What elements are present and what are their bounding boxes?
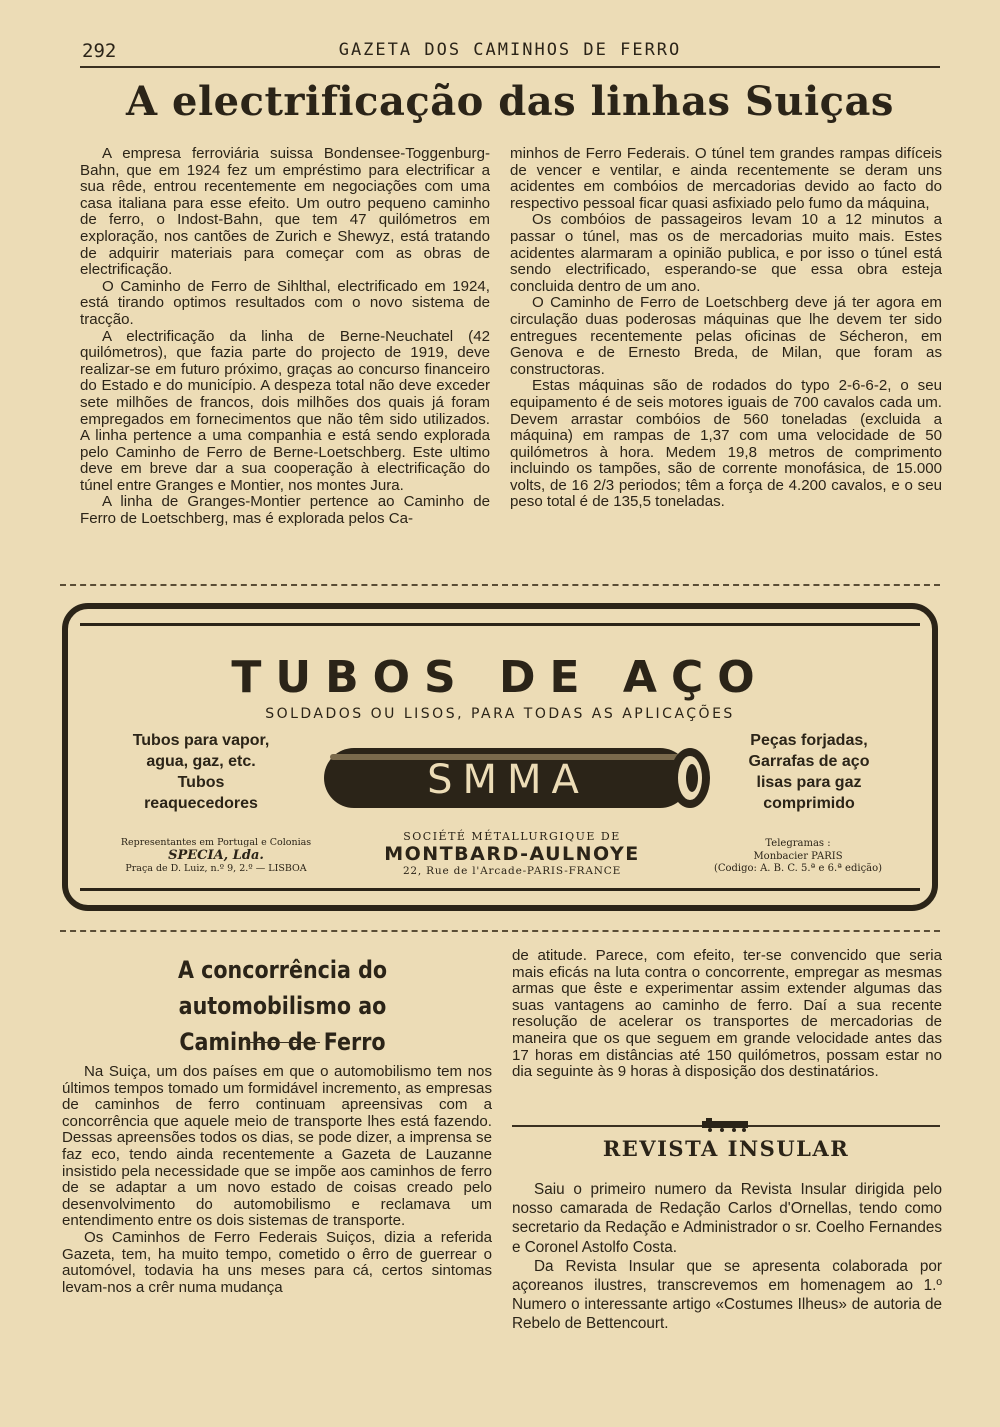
ad-left-text <box>106 730 296 814</box>
company-line1: SOCIÉTÉ MÉTALLURGIQUE DE <box>403 830 621 843</box>
reps-name: SPECIA, Lda. <box>168 848 264 863</box>
steel-pipe-icon <box>318 744 718 812</box>
ad-left-line: reaquecedores <box>144 795 258 812</box>
ad-representatives <box>106 836 326 875</box>
article1-paragraph: O Caminho de Ferro de Loetschberg deve já ter agora em circulação duas poderosas máquinas que lhe devem ter sido entregues recentemente pelas oficinas de Sécheron, em Genova e de Ernesto Breda, de Milan, que foram as constructoras. <box>510 294 942 378</box>
article1-paragraph: minhos de Ferro Federais. O túnel tem grandes rampas difíceis de vencer e ventilar, e ainda recentemente se deram uns acidentes em combóios de mercadorias devido ao facto do respectivo pessoal ficar quasi asfixiado pelo fumo da máquina, <box>510 145 942 212</box>
article1-paragraph: Os combóios de passageiros levam 10 a 12 minutos a passar o túnel, mas os de mercadorias muito mais. Estes acidentes alarmaram a opinião publica, e por isso o túnel está sendo electrificado, esperando-se que essa obra esteja concluida dentro de um ano. <box>510 211 942 295</box>
article2-paragraph: de atitude. Parece, com efeito, ter-se convencido que seria mais eficás na luta contra o concorrente, empregar as mesmas armas que êste e experimentar assim extender algumas das suas vantagens ao caminho de ferro. Daí a sua recente resolução de acelerar os transportes de mercadorias de maneira que os que seguem em grande velocidade antes das 17 horas em distâncias até 150 quilómetros, possam estar no dia seguinte às 9 horas à disposição dos destinatários. <box>512 947 942 1081</box>
ad-right-line: Peças forjadas, <box>750 732 868 749</box>
article3-paragraph: Da Revista Insular que se apresenta colaborada por açoreanos ilustres, transcrevemos em homenagem ao 1.º Numero o interessante artigo «Costumes Ilheus» de autoria de Rebelo de Bettencourt. <box>512 1257 942 1333</box>
telegrams-value: Monbacier PARIS <box>753 850 843 862</box>
section-divider <box>60 930 940 932</box>
article2-paragraph: Na Suiça, um dos países em que o automobilismo tem nos últimos tempos tomado um formidável incremento, as empresas de caminhos de ferro continuam apreensivas com a concorrência que aquele meio de transporte lhes está fazendo. Dessas apreensões todos os dias, se pode dizer, a imprensa se faz eco, tendo ainda recentemente a Gazeta de Lauzanne insistido pela necessidade que se impõe aos caminhos de ferro de se adaptar a um novo estado de coisas creado pelo desenvolvimento do automobilismo e reclamava um entendimento entre os dois sistemas de transporte. <box>62 1063 492 1230</box>
article2-title-line2: Caminho de Ferro <box>179 1028 386 1056</box>
running-head: GAZETA DOS CAMINHOS DE FERRO <box>338 40 682 60</box>
company-address: 22, Rue de l'Arcade-PARIS-FRANCE <box>402 865 622 877</box>
train-ornament-icon <box>700 1118 752 1132</box>
reps-label: Representantes em Portugal e Colonias <box>120 837 312 848</box>
article1-paragraph: A linha de Granges-Montier pertence ao Caminho de Ferro de Loetschberg, mas é explorada pelos Ca- <box>80 493 490 528</box>
ad-right-line: comprimido <box>763 795 855 812</box>
section-divider <box>60 584 940 586</box>
article2-left-column <box>62 1064 492 1296</box>
article2-paragraph: Os Caminhos de Ferro Federais Suiços, dizia a referida Gazeta, tem, ha muito tempo, cometido o êrro de guerrear o automóvel, todavia ha uns meses para cá, certos sintomas levam-nos a crêr numa mudança <box>62 1228 492 1296</box>
ad-right-line: Garrafas de aço <box>748 753 870 770</box>
article3-title: REVISTA INSULAR <box>602 1136 850 1161</box>
article3-column <box>512 1180 942 1334</box>
company-name: MONTBARD-AULNOYE <box>384 843 640 865</box>
article2-right-column <box>512 948 942 1081</box>
article3-paragraph: Saiu o primeiro numero da Revista Insular dirigida pelo nosso camarada de Redação Carlos d'Ornellas, tendo como secretario da Redação e Administrador o sr. Coelho Fernandes e Coronel Astolfo Costa. <box>512 1181 942 1256</box>
ad-title: TUBOS DE AÇO <box>231 652 769 703</box>
title-underline <box>246 1042 320 1043</box>
ad-left-line: agua, gaz, etc. <box>146 753 256 770</box>
advertisement <box>62 603 938 911</box>
page-header <box>80 40 940 66</box>
ad-left-line: Tubos <box>177 774 225 791</box>
advertisement-frame <box>80 623 920 891</box>
ad-right-line: lisas para gaz <box>756 774 862 791</box>
ad-right-text <box>724 730 894 814</box>
article1-paragraph: A electrificação da linha de Berne-Neuchatel (42 quilómetros), que fazia parte do projecto de 1919, deve realizar-se em futuro próximo, graças ao concurso financeiro do Estado e do município. A despeza total não deve exceder sete milhões de francos, dois milhões dos quais já foram empregados em fornecimentos que não têm sido utilizados. A linha pertence a uma companhia e está sendo explorada pelo Caminho de Ferro de Berne-Loetschberg. Este ultimo deve em breve dar a sua cooperação à electrificação do túnel entre Granges e Montier, nos montes Jura. <box>80 327 490 494</box>
article1-title: A electrificação das linhas Suiças <box>126 78 894 125</box>
article1-right-column <box>510 146 942 511</box>
ad-left-line: Tubos para vapor, <box>132 732 270 749</box>
article1-left-column <box>80 146 490 528</box>
telegrams-label: Telegramas : <box>765 838 831 849</box>
ad-telegrams <box>698 838 898 876</box>
header-rule <box>80 66 940 68</box>
article1-paragraph: Estas máquinas são de rodados do typo 2-6-6-2, o seu equipamento é de seis motores iguais de 700 cavalos cada um. Devem arrastar combóios de 560 toneladas (excluida a máquina) em rampas de 1,37 com uma velocidade de 50 quilómetros à hora. Medem 19,8 metros de comprimento incluindo os tampões, são de corrente monofásica, de 15.000 volts, de 16 2/3 periodos; têm a força de 4.200 cavalos, e o seu peso total é de 135,5 toneladas. <box>510 377 942 511</box>
ad-subtitle: SOLDADOS OU LISOS, PARA TODAS AS APLICAÇÕES <box>265 706 735 722</box>
article2-title-line1: A concorrência do automobilismo ao <box>177 956 388 1020</box>
article2-title <box>108 952 456 1060</box>
telegrams-code: (Codigo: A. B. C. 5.ª e 6.ª edição) <box>713 863 883 874</box>
article1-paragraph: A empresa ferroviária suissa Bondensee-Toggenburg-Bahn, que em 1924 fez um empréstimo para electrificar a sua rêde, entrou recentemente em negociações com uma casa italiana para esse efeito. Um outro pequeno caminho de ferro, o Indost-Bahn, que tem 47 quilómetros em exploração, nos cantões de Zurich e Shewyz, está tratando de adquirir materiais para começar com as obras de electrificação. <box>80 145 490 279</box>
article1-paragraph: O Caminho de Ferro de Sihlthal, electrificado em 1924, está tirando optimos resultados com o novo sistema de tracção. <box>80 277 490 328</box>
pipe-label: SMMA <box>427 757 589 803</box>
ad-company <box>350 830 674 877</box>
reps-address: Praça de D. Luiz, n.º 9, 2.º — LISBOA <box>125 863 307 874</box>
page-number: 292 <box>82 40 117 62</box>
